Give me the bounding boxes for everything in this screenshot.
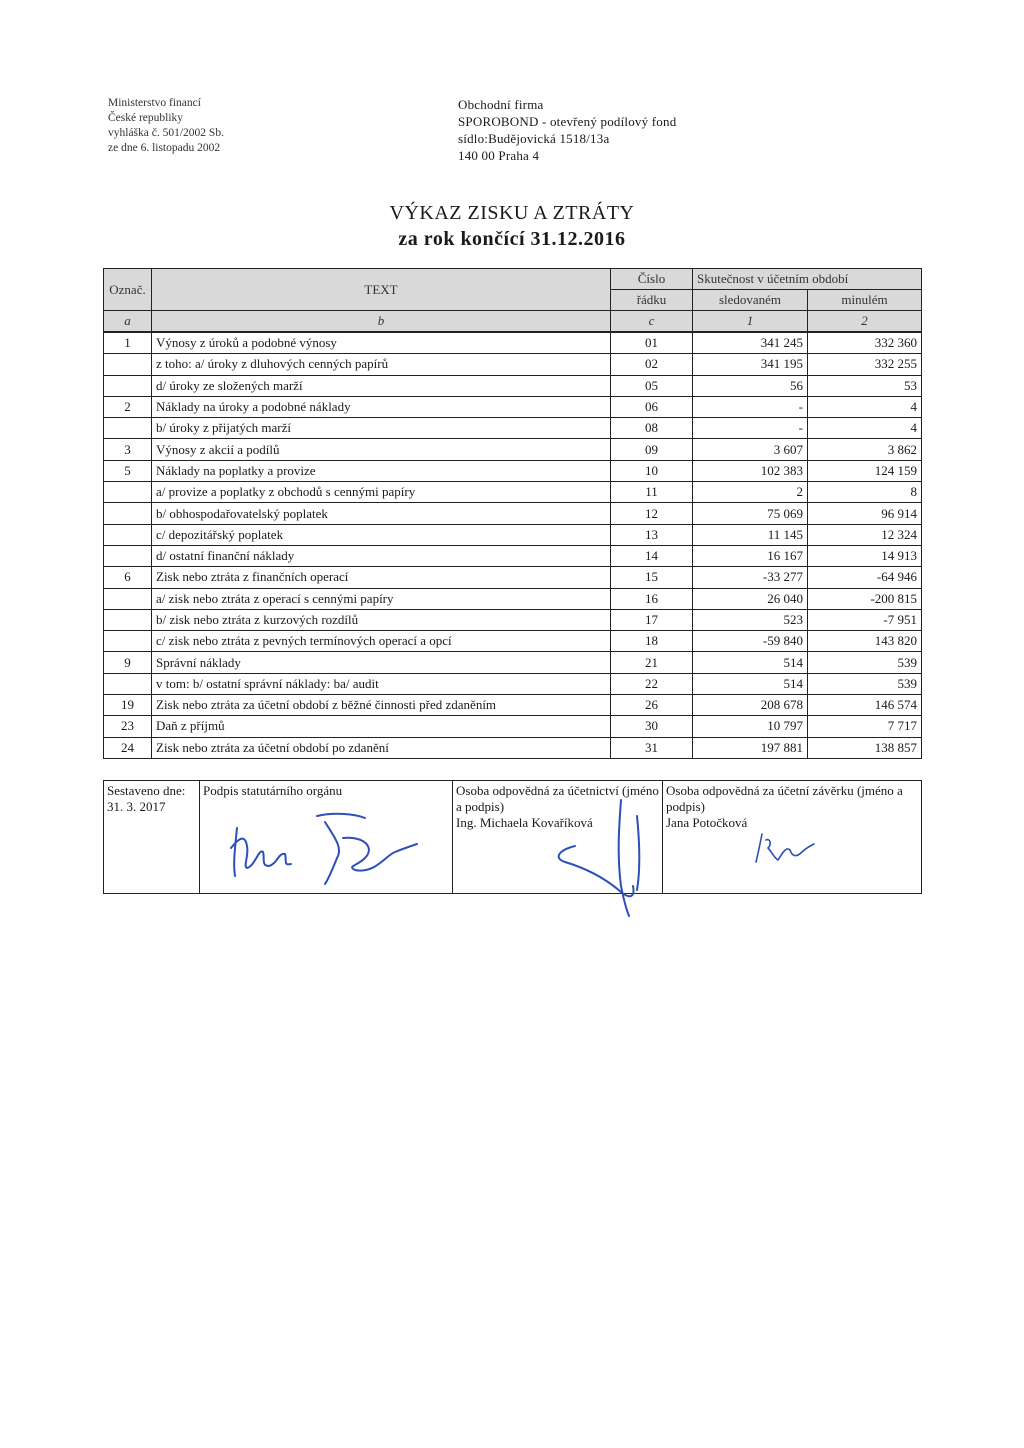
row-mark xyxy=(104,631,152,652)
header-row-no-1: Číslo xyxy=(611,269,693,290)
row-previous-value: 143 820 xyxy=(808,631,922,652)
row-number: 31 xyxy=(611,737,693,758)
row-number: 13 xyxy=(611,524,693,545)
row-text: Zisk nebo ztráta za účetní období po zdanění xyxy=(152,737,611,758)
row-number: 10 xyxy=(611,460,693,481)
row-text: a/ provize a poplatky z obchodů s cennými papíry xyxy=(152,482,611,503)
row-previous-value: 146 574 xyxy=(808,695,922,716)
row-number: 21 xyxy=(611,652,693,673)
company-header xyxy=(458,96,676,164)
row-current-value: 26 040 xyxy=(693,588,808,609)
row-number: 06 xyxy=(611,396,693,417)
row-mark: 9 xyxy=(104,652,152,673)
row-mark: 3 xyxy=(104,439,152,460)
statutory-signature-image xyxy=(225,808,425,888)
row-mark xyxy=(104,609,152,630)
table-row xyxy=(104,652,922,673)
row-previous-value: 53 xyxy=(808,375,922,396)
row-text: b/ úroky z přijatých marží xyxy=(152,418,611,439)
header-text: TEXT xyxy=(152,269,611,311)
row-text: c/ depozitářský poplatek xyxy=(152,524,611,545)
row-current-value: 514 xyxy=(693,652,808,673)
row-mark: 2 xyxy=(104,396,152,417)
ministry-line-4: ze dne 6. listopadu 2002 xyxy=(108,142,221,154)
ministry-line-3: vyhláška č. 501/2002 Sb. xyxy=(108,127,224,139)
row-text: Výnosy z úroků a podobné výnosy xyxy=(152,332,611,354)
row-previous-value: 332 255 xyxy=(808,354,922,375)
row-number: 16 xyxy=(611,588,693,609)
row-previous-value: 332 360 xyxy=(808,332,922,354)
compiled-date: 31. 3. 2017 xyxy=(107,799,166,814)
closing-signature-image xyxy=(752,828,822,868)
row-previous-value: -7 951 xyxy=(808,609,922,630)
row-mark xyxy=(104,482,152,503)
accounting-signature-image xyxy=(545,796,675,920)
row-text: c/ zisk nebo ztráta z pevných termínových operací a opcí xyxy=(152,631,611,652)
table-row xyxy=(104,631,922,652)
accounting-name: Ing. Michaela Kovaříková xyxy=(456,815,593,830)
closing-name: Jana Potočková xyxy=(666,815,748,830)
row-text: d/ úroky ze složených marží xyxy=(152,375,611,396)
row-number: 17 xyxy=(611,609,693,630)
row-current-value: 341 195 xyxy=(693,354,808,375)
row-number: 15 xyxy=(611,567,693,588)
ministry-line-2: České republiky xyxy=(108,112,184,124)
table-row xyxy=(104,482,922,503)
row-number: 30 xyxy=(611,716,693,737)
row-text: v tom: b/ ostatní správní náklady: ba/ audit xyxy=(152,673,611,694)
row-mark: 23 xyxy=(104,716,152,737)
row-previous-value: 7 717 xyxy=(808,716,922,737)
row-number: 05 xyxy=(611,375,693,396)
row-current-value: - xyxy=(693,396,808,417)
row-previous-value: 12 324 xyxy=(808,524,922,545)
table-row xyxy=(104,460,922,481)
table-row xyxy=(104,439,922,460)
company-line-4: 140 00 Praha 4 xyxy=(458,148,540,163)
row-text: d/ ostatní finanční náklady xyxy=(152,545,611,566)
row-previous-value: 8 xyxy=(808,482,922,503)
table-row xyxy=(104,503,922,524)
row-previous-value: 138 857 xyxy=(808,737,922,758)
row-current-value: 2 xyxy=(693,482,808,503)
table-row xyxy=(104,609,922,630)
title-main: VÝKAZ ZISKU A ZTRÁTY xyxy=(389,202,635,224)
row-number: 01 xyxy=(611,332,693,354)
table-row xyxy=(104,695,922,716)
table-row xyxy=(104,332,922,354)
row-mark: 24 xyxy=(104,737,152,758)
row-previous-value: 14 913 xyxy=(808,545,922,566)
row-previous-value: 4 xyxy=(808,418,922,439)
row-current-value: - xyxy=(693,418,808,439)
row-mark xyxy=(104,375,152,396)
ministry-line-1: Ministerstvo financí xyxy=(108,97,201,109)
row-previous-value: 539 xyxy=(808,652,922,673)
header-letter-a: a xyxy=(104,311,152,333)
table-row xyxy=(104,418,922,439)
row-mark xyxy=(104,503,152,524)
ministry-header xyxy=(108,96,224,156)
table-row xyxy=(104,737,922,758)
header-letter-b: b xyxy=(152,311,611,333)
header-reality: Skutečnost v účetním období xyxy=(693,269,922,290)
row-mark xyxy=(104,418,152,439)
row-previous-value: 124 159 xyxy=(808,460,922,481)
row-current-value: 11 145 xyxy=(693,524,808,545)
row-mark: 6 xyxy=(104,567,152,588)
row-current-value: -59 840 xyxy=(693,631,808,652)
document-title xyxy=(0,200,1024,252)
header-mark: Označ. xyxy=(104,269,152,311)
row-number: 09 xyxy=(611,439,693,460)
row-mark: 5 xyxy=(104,460,152,481)
row-text: Daň z příjmů xyxy=(152,716,611,737)
row-text: Výnosy z akcií a podílů xyxy=(152,439,611,460)
header-previous: minulém xyxy=(808,290,922,311)
row-previous-value: 3 862 xyxy=(808,439,922,460)
row-mark xyxy=(104,545,152,566)
row-number: 18 xyxy=(611,631,693,652)
row-current-value: 10 797 xyxy=(693,716,808,737)
row-text: a/ zisk nebo ztráta z operací s cennými papíry xyxy=(152,588,611,609)
row-text: Náklady na úroky a podobné náklady xyxy=(152,396,611,417)
row-text: b/ zisk nebo ztráta z kurzových rozdílů xyxy=(152,609,611,630)
row-number: 14 xyxy=(611,545,693,566)
row-previous-value: 96 914 xyxy=(808,503,922,524)
compiled-cell xyxy=(104,781,200,894)
row-current-value: 208 678 xyxy=(693,695,808,716)
company-line-1: Obchodní firma xyxy=(458,97,544,112)
row-current-value: 197 881 xyxy=(693,737,808,758)
table-row xyxy=(104,716,922,737)
income-statement-table xyxy=(103,268,922,759)
row-current-value: 341 245 xyxy=(693,332,808,354)
table-row xyxy=(104,396,922,417)
row-text: Náklady na poplatky a provize xyxy=(152,460,611,481)
row-current-value: -33 277 xyxy=(693,567,808,588)
row-text: Správní náklady xyxy=(152,652,611,673)
row-number: 11 xyxy=(611,482,693,503)
row-mark: 1 xyxy=(104,332,152,354)
row-number: 26 xyxy=(611,695,693,716)
header-current: sledovaném xyxy=(693,290,808,311)
compiled-label: Sestaveno dne: xyxy=(107,783,186,798)
row-text: z toho: a/ úroky z dluhových cenných papírů xyxy=(152,354,611,375)
accounting-label: Osoba odpovědná za účetnictví (jméno a podpis) xyxy=(456,783,659,814)
statutory-label: Podpis statutárního orgánu xyxy=(203,783,343,798)
row-previous-value: -64 946 xyxy=(808,567,922,588)
header-row-no-2: řádku xyxy=(611,290,693,311)
row-number: 22 xyxy=(611,673,693,694)
table-row xyxy=(104,588,922,609)
row-text: Zisk nebo ztráta z finančních operací xyxy=(152,567,611,588)
row-previous-value: 4 xyxy=(808,396,922,417)
row-current-value: 102 383 xyxy=(693,460,808,481)
row-number: 08 xyxy=(611,418,693,439)
header-letter-c: c xyxy=(611,311,693,333)
header-num-1: 1 xyxy=(693,311,808,333)
row-mark xyxy=(104,673,152,694)
row-number: 12 xyxy=(611,503,693,524)
table-row xyxy=(104,524,922,545)
row-current-value: 514 xyxy=(693,673,808,694)
row-number: 02 xyxy=(611,354,693,375)
table-row xyxy=(104,375,922,396)
company-line-2: SPOROBOND - otevřený podílový fond xyxy=(458,114,677,129)
table-row xyxy=(104,567,922,588)
row-current-value: 16 167 xyxy=(693,545,808,566)
row-current-value: 3 607 xyxy=(693,439,808,460)
row-text: b/ obhospodařovatelský poplatek xyxy=(152,503,611,524)
row-mark xyxy=(104,588,152,609)
row-mark xyxy=(104,524,152,545)
row-text: Zisk nebo ztráta za účetní období z běžné činnosti před zdaněním xyxy=(152,695,611,716)
row-mark xyxy=(104,354,152,375)
row-previous-value: 539 xyxy=(808,673,922,694)
table-row xyxy=(104,673,922,694)
table-row xyxy=(104,545,922,566)
row-previous-value: -200 815 xyxy=(808,588,922,609)
header-num-2: 2 xyxy=(808,311,922,333)
row-current-value: 75 069 xyxy=(693,503,808,524)
row-current-value: 523 xyxy=(693,609,808,630)
table-body xyxy=(104,332,922,758)
row-mark: 19 xyxy=(104,695,152,716)
title-sub: za rok končící 31.12.2016 xyxy=(398,228,626,250)
closing-label: Osoba odpovědná za účetní závěrku (jméno a podpis) xyxy=(666,783,903,814)
company-line-3: sídlo:Budějovická 1518/13a xyxy=(458,131,610,146)
row-current-value: 56 xyxy=(693,375,808,396)
table-row xyxy=(104,354,922,375)
